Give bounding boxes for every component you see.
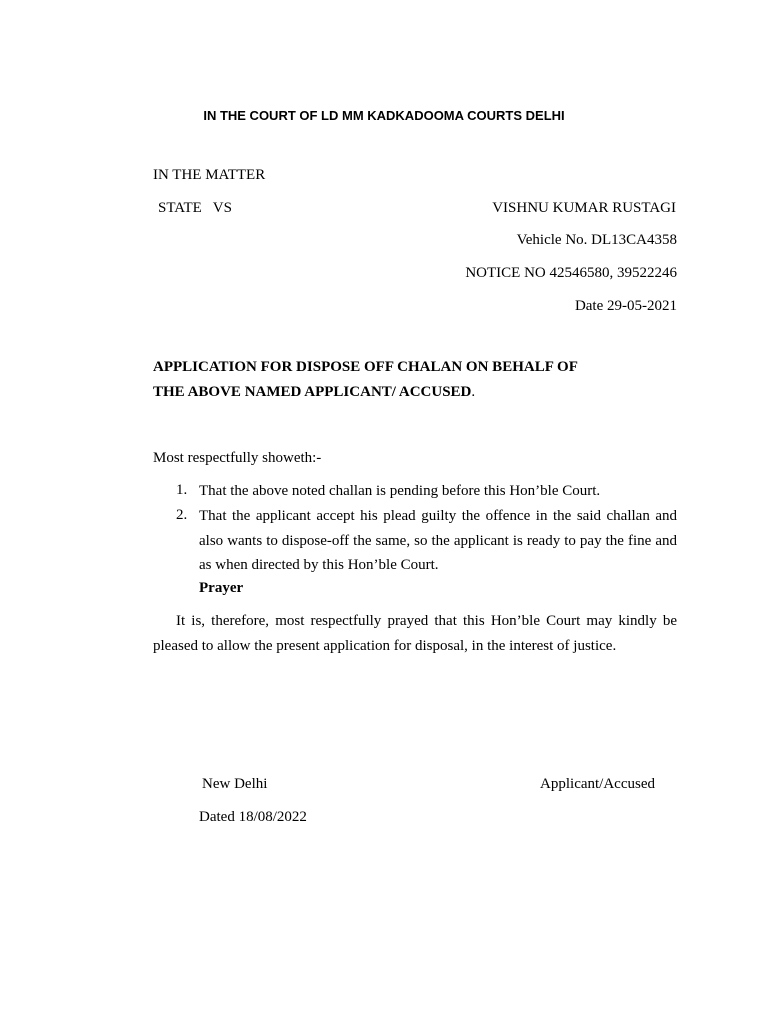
place: New Delhi — [202, 776, 268, 792]
list-item-text: That the applicant accept his plead guilty the offence in the said challan and also wants to dispose-off the same, so the applicant is ready to pay the fine and as when directed by this Hon’ble Court. — [199, 508, 677, 573]
in-the-matter-label: IN THE MATTER — [153, 167, 266, 183]
application-heading-line1: APPLICATION FOR DISPOSE OFF CHALAN ON BEHALF OF — [153, 359, 578, 375]
application-heading-line2: THE ABOVE NAMED APPLICANT/ ACCUSED. — [153, 384, 476, 400]
list-item-number: 1. — [176, 482, 188, 498]
prayer-text: It is, therefore, most respectfully prayed that this Hon’ble Court may kindly be pleased to allow the present application for disposal, in the interest of justice. — [153, 613, 677, 654]
notice-number: NOTICE NO 42546580, 39522246 — [465, 265, 677, 281]
dated: Dated 18/08/2022 — [199, 809, 307, 825]
court-title: IN THE COURT OF LD MM KADKADOOMA COURTS DELHI — [203, 108, 565, 123]
list-item-number: 2. — [176, 507, 188, 523]
vehicle-number: Vehicle No. DL13CA4358 — [516, 232, 677, 248]
party-left: STATE VS — [158, 200, 232, 216]
prayer-heading: Prayer — [199, 580, 244, 596]
list-item-text: That the above noted challan is pending before this Hon’ble Court. — [199, 483, 601, 499]
salutation: Most respectfully showeth:- — [153, 450, 322, 466]
notice-date: Date 29-05-2021 — [574, 298, 677, 314]
party-right: VISHNU KUMAR RUSTAGI — [492, 200, 676, 216]
signatory: Applicant/Accused — [540, 776, 655, 792]
